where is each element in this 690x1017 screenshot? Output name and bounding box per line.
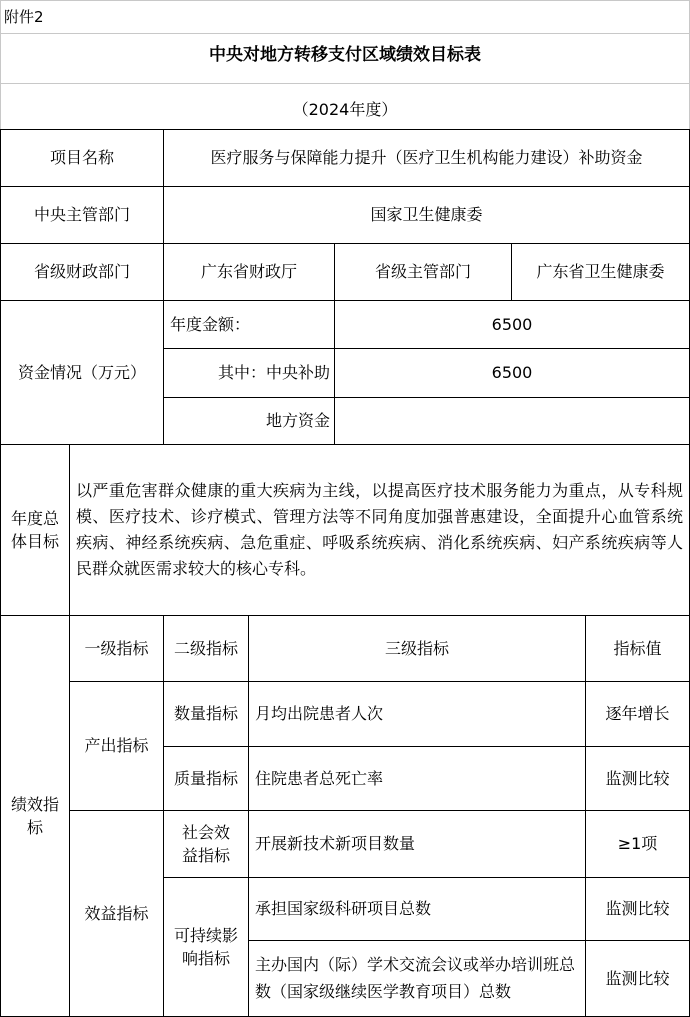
gridline	[0, 33, 690, 34]
header-level2: 二级指标	[163, 615, 249, 682]
table-row-value: 监测比较	[585, 940, 690, 1017]
table-row-level2: 质量指标	[163, 746, 249, 811]
table-row-level3: 月均出院患者人次	[248, 681, 586, 747]
table-row-level3: 主办国内（际）学术交流会议或举办培训班总数（国家级继续医学教育项目）总数	[248, 940, 586, 1017]
central-dept-value: 国家卫生健康委	[163, 186, 690, 244]
gridline	[0, 0, 690, 1]
finance-dept-label: 省级财政部门	[0, 243, 164, 301]
table-row-value: ≥1项	[585, 810, 690, 878]
table-row-level2: 社会效益指标	[163, 810, 249, 878]
table-row-value: 逐年增长	[585, 681, 690, 747]
central-subsidy-label: 其中：中央补助	[163, 348, 335, 398]
header-value: 指标值	[585, 615, 690, 682]
annual-amount-value: 6500	[334, 300, 690, 349]
annual-goal-label: 年度总体目标	[0, 444, 70, 616]
page-title: 中央对地方转移支付区域绩效目标表	[209, 45, 481, 65]
gridline	[0, 83, 690, 84]
annual-amount-label: 年度金额：	[163, 300, 335, 349]
output-indicators-label: 产出指标	[69, 681, 164, 811]
performance-indicators-label: 绩效指标	[0, 615, 70, 1017]
table-row-value: 监测比较	[585, 746, 690, 811]
central-subsidy-value: 6500	[334, 348, 690, 398]
project-name-label: 项目名称	[0, 129, 164, 187]
local-funds-value	[334, 397, 690, 445]
finance-dept-value: 广东省财政厅	[163, 243, 335, 301]
annex-label: 附件2	[4, 8, 44, 26]
table-row-level2: 数量指标	[163, 681, 249, 747]
table-row-level2: 可持续影响指标	[163, 877, 249, 1017]
funds-label: 资金情况（万元）	[0, 300, 164, 445]
year-subtitle: （2024年度）	[292, 100, 398, 119]
central-dept-label: 中央主管部门	[0, 186, 164, 244]
benefit-indicators-label: 效益指标	[69, 810, 164, 1017]
table-row-level3: 承担国家级科研项目总数	[248, 877, 586, 941]
prov-dept-label: 省级主管部门	[334, 243, 512, 301]
table-row-level3: 开展新技术新项目数量	[248, 810, 586, 878]
local-funds-label: 地方资金	[163, 397, 335, 445]
header-level3: 三级指标	[248, 615, 586, 682]
annual-goal-text: 以严重危害群众健康的重大疾病为主线，以提高医疗技术服务能力为重点，从专科规模、医疗技术、诊疗模式、管理方法等不同角度加强普惠建设，全面提升心血管系统疾病、神经系统疾病、急危重症、呼吸系统疾病、消化系统疾病、妇产系统疾病等人民群众就医需求较大的核心专科。	[69, 444, 690, 616]
header-level1: 一级指标	[69, 615, 164, 682]
project-name-value: 医疗服务与保障能力提升（医疗卫生机构能力建设）补助资金	[163, 129, 690, 187]
prov-dept-value: 广东省卫生健康委	[511, 243, 690, 301]
table-row-value: 监测比较	[585, 877, 690, 941]
table-row-level3: 住院患者总死亡率	[248, 746, 586, 811]
